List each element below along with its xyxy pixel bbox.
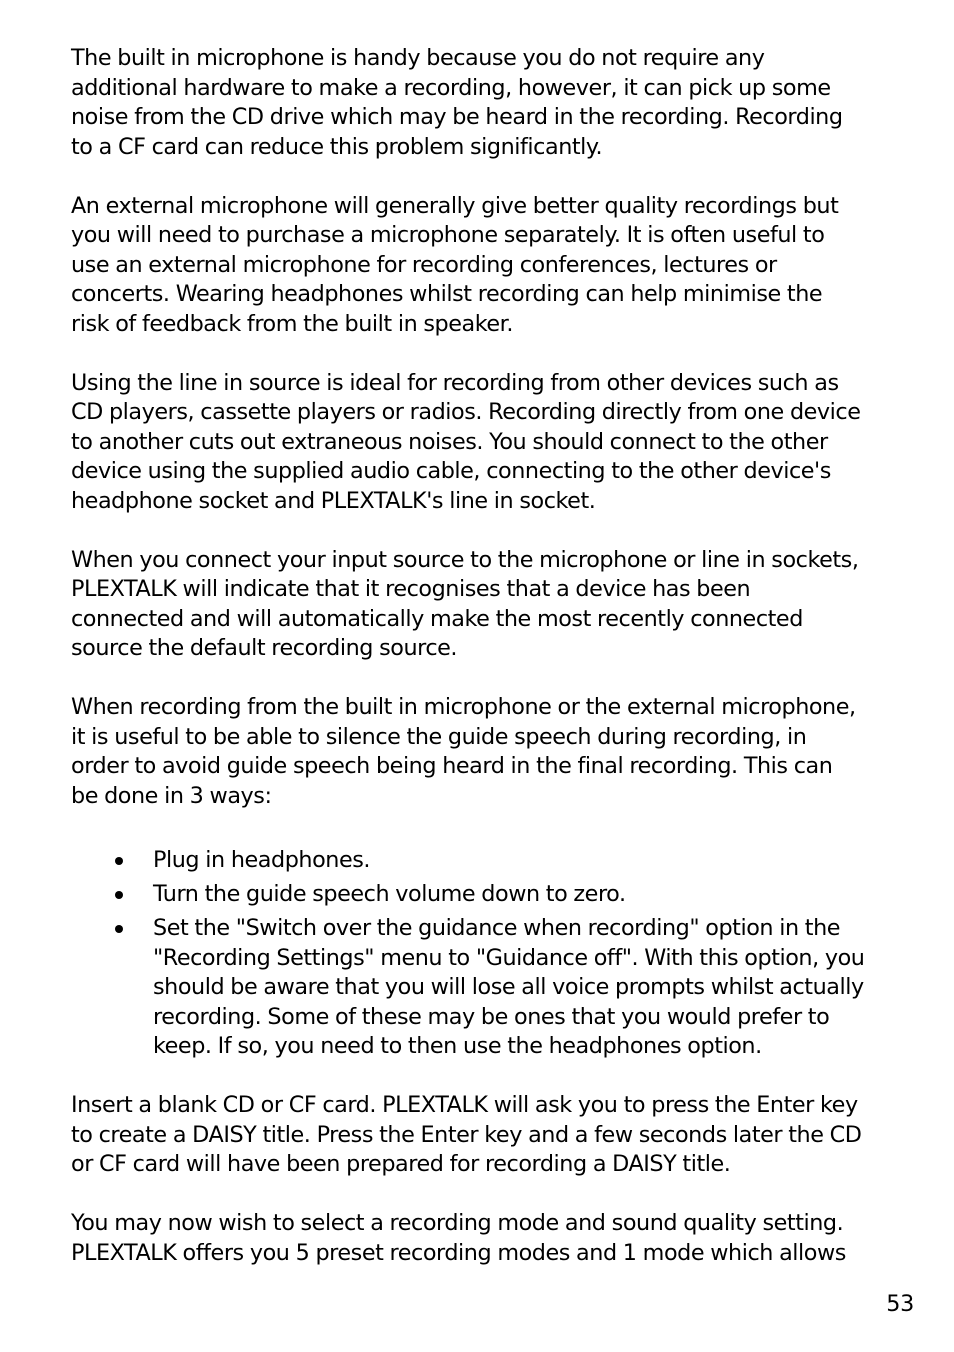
text-line: be done in 3 ways: [71, 782, 272, 809]
text-line: additional hardware to make a recording, however, it can pick up some [71, 74, 831, 101]
text-line: "Recording Settings" menu to "Guidance off". With this option, you [153, 944, 865, 971]
paragraph-line-in-source [71, 369, 921, 517]
text-line: An external microphone will generally give better quality recordings but [71, 192, 839, 219]
text-line: order to avoid guide speech being heard in the final recording. This can [71, 753, 833, 779]
text-line: PLEXTALK will indicate that it recognises that a device has been [71, 576, 751, 602]
text-line: to a CF card can reduce this problem significantly. [71, 133, 603, 160]
text-line: The built in microphone is handy because you do not require any [71, 45, 765, 71]
text-line: When recording from the built in microphone or the external microphone, [71, 694, 856, 720]
paragraph-recording-mode [71, 1209, 921, 1268]
text-line: Insert a blank CD or CF card. PLEXTALK will ask you to press the Enter key [71, 1092, 858, 1118]
text-line: you will need to purchase a microphone separately. It is often useful to [71, 222, 825, 248]
bullet-icon [115, 925, 123, 933]
text-line: Using the line in source is ideal for recording from other devices such as [71, 369, 839, 396]
text-line: keep. If so, you need to then use the headphones option. [153, 1033, 762, 1059]
text-line: Plug in headphones. [153, 847, 371, 873]
text-line: use an external microphone for recording conferences, lectures or [71, 251, 777, 278]
bullet-icon [115, 857, 123, 865]
bullet-icon [115, 891, 123, 899]
text-line: risk of feedback from the built in speaker. [71, 310, 513, 337]
paragraph-insert-blank-media [71, 1091, 921, 1180]
list-item [71, 880, 921, 910]
text-line: concerts. Wearing headphones whilst recording can help minimise the [71, 281, 823, 307]
text-line: Turn the guide speech volume down to zero. [153, 881, 626, 907]
text-line: headphone socket and PLEXTALK's line in socket. [71, 487, 596, 514]
text-line: connected and will automatically make the most recently connected [71, 605, 803, 632]
paragraph-built-in-microphone [71, 44, 921, 162]
text-line: to another cuts out extraneous noises. You should connect to the other [71, 428, 828, 455]
text-line: When you connect your input source to the microphone or line in sockets, [71, 546, 859, 573]
text-line: it is useful to be able to silence the guide speech during recording, in [71, 723, 807, 750]
paragraph-external-microphone [71, 192, 921, 340]
text-line: source the default recording source. [71, 635, 458, 661]
paragraph-silence-guide-speech [71, 693, 921, 811]
text-line: You may now wish to select a recording mode and sound quality setting. [71, 1210, 844, 1236]
document-page [71, 44, 921, 1298]
text-line: PLEXTALK offers you 5 preset recording modes and 1 mode which allows [71, 1239, 846, 1266]
text-line: or CF card will have been prepared for recording a DAISY title. [71, 1151, 731, 1177]
page-number: 53 [886, 1291, 914, 1317]
text-line: CD players, cassette players or radios. Recording directly from one device [71, 399, 861, 425]
text-line: noise from the CD drive which may be heard in the recording. Recording [71, 104, 843, 130]
list-item [71, 914, 921, 1062]
bullet-list [71, 846, 921, 1062]
paragraph-input-source-connection [71, 546, 921, 664]
list-item [71, 846, 921, 876]
text-line: device using the supplied audio cable, connecting to the other device's [71, 458, 831, 484]
text-line: recording. Some of these may be ones that you would prefer to [153, 1003, 830, 1030]
text-line: should be aware that you will lose all voice prompts whilst actually [153, 974, 864, 1000]
text-line: to create a DAISY title. Press the Enter key and a few seconds later the CD [71, 1121, 862, 1148]
text-line: Set the "Switch over the guidance when recording" option in the [153, 915, 841, 941]
